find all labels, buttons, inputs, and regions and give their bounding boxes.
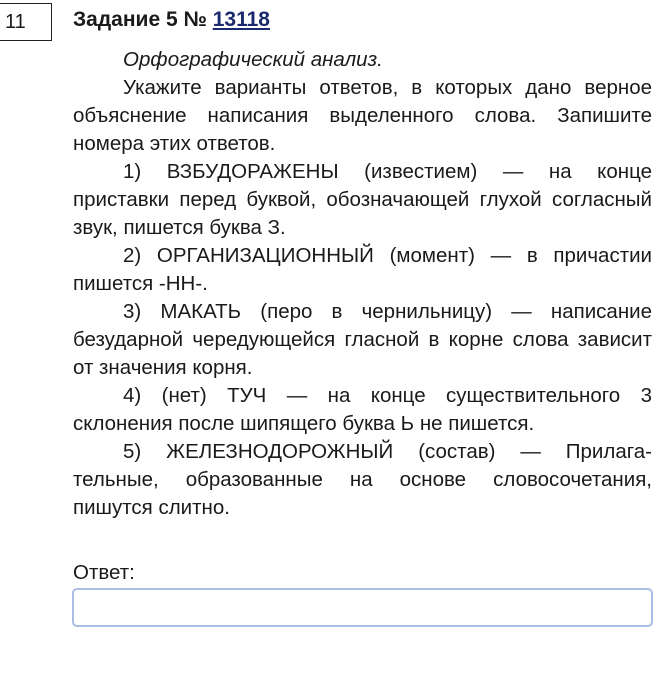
task-header (73, 8, 270, 32)
task-body (73, 46, 652, 522)
task-heading: Орфографический анализ. (123, 48, 383, 71)
question-number: 11 (5, 11, 26, 33)
answer-input[interactable] (72, 588, 653, 627)
answer-label: Ответ: (73, 561, 135, 584)
answer-option-1: 1) ВЗБУДОРАЖЕНЫ (известием) — на конце приставки перед буквой, обозначающей глухой согласный звук, пишется буква З. (73, 160, 652, 239)
answer-option-3: 3) МАКАТЬ (перо в чернильницу) — написание безударной чередующейся гласной в корне слова зависит от значения корня. (73, 300, 652, 379)
task-instruction: Укажите варианты ответов, в которых дано верное объяснение написания выделенного слова. Запишите номера этих ответов. (73, 76, 652, 155)
answer-option-2: 2) ОРГАНИЗАЦИОННЫЙ (момент) — в причастии пишется -НН-. (73, 244, 652, 295)
answer-option-4: 4) (нет) ТУЧ — на конце существительного 3 склонения после шипящего буква Ь не пишется. (73, 384, 652, 435)
task-id-link[interactable]: 13118 (212, 8, 270, 31)
answer-option-5: 5) ЖЕЛЕЗНОДОРОЖНЫЙ (состав) — Прилагательные, образованные на основе словосочетания, пишутся слитно. (73, 440, 652, 519)
question-number-box (0, 3, 52, 41)
task-title: Задание 5 № (73, 8, 207, 31)
